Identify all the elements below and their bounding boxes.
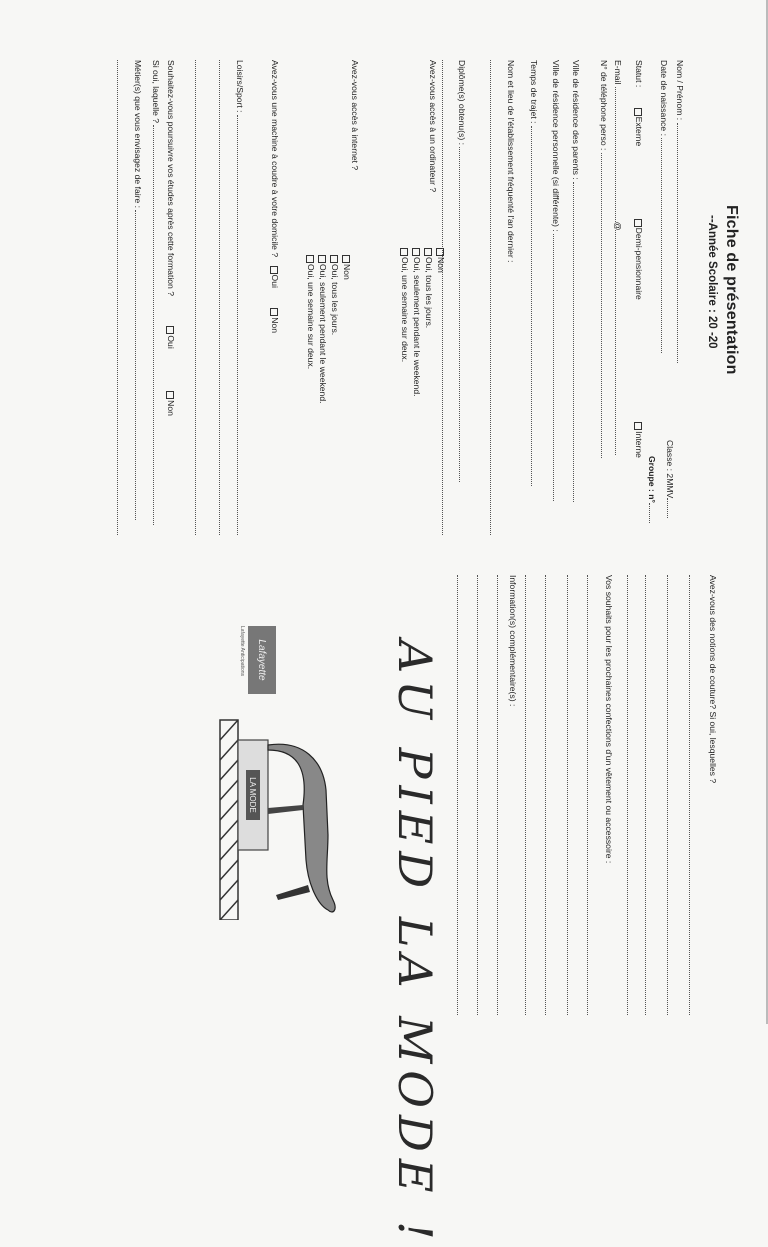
handwritten-slogan: AU PIED LA MODE ! [388,640,442,1247]
internet-option-1: Oui, tous les jours. [329,255,340,335]
internet-checkbox-0[interactable] [342,255,350,263]
school-year-line: --Année Scolaire : 20 -20 [706,215,718,349]
notions-line-3[interactable] [645,575,646,1015]
wishes-line-2[interactable] [567,575,568,1015]
internet-option-0: Non [341,255,352,280]
jobs-field: Métier(s) que vous envisagez de faire : [132,60,144,520]
computer-option-2: Oui, seulement pendant le weekend. [411,248,422,397]
scaffold-icon [220,720,238,920]
group-field: Groupe : n° [646,456,658,523]
computer-question: Avez-vous accès à un ordinateur ? [428,60,438,193]
internet-option-3: Oui, une semaine sur deux. [305,255,316,369]
wishes-question: Vos souhaits pour les prochaines confections d'un vêtement ou accessoire : [604,575,614,864]
computer-checkbox-3[interactable] [400,248,408,256]
notions-line-4[interactable] [627,575,628,1015]
computer-option-0: Non [435,248,446,273]
interne-checkbox[interactable] [634,422,642,430]
store-logo: Lafayette [248,626,276,694]
wishes-line-1[interactable] [587,575,588,1015]
studies-non-checkbox[interactable] [166,391,174,399]
high-heel-shoe-icon [178,710,338,920]
info-question: Information(s) complémentaire(s) : [508,575,518,707]
birthdate-field: Date de naissance : [658,60,670,353]
machine-non-checkbox[interactable] [270,308,278,316]
form-title: Fiche de présentation [723,205,740,375]
sewing-notions-question: Avez-vous des notions de couture? Si oui, lesquelles ? [708,575,718,784]
name-field: Nom / Prénom : [674,60,686,363]
diploma-field: Diplôme(s) obtenu(s) : [456,60,468,482]
machine-oui-checkbox[interactable] [270,266,278,274]
externe-checkbox[interactable] [634,108,642,116]
demi-pensionnaire-checkbox[interactable] [634,219,642,227]
internet-option-2: Oui, seulement pendant le weekend. [317,255,328,404]
notions-line-1[interactable] [689,575,690,1015]
jobs-answer-line[interactable] [117,60,118,535]
studies-question: Souhaitez-vous poursuivre vos études après cette formation ? Oui Non [166,60,176,416]
info-line-1[interactable] [497,575,498,1015]
status-field: Statut : Externe Demi-pensionnaire Interne [634,60,644,458]
diploma-answer-line[interactable] [442,60,443,535]
travel-time-field: Temps de trajet : [528,60,540,486]
wishes-line-3[interactable] [545,575,546,1015]
class-field: Classe : 2MMV [664,440,676,518]
hobbies-answer-line[interactable] [219,60,220,535]
internet-checkbox-3[interactable] [306,255,314,263]
computer-checkbox-2[interactable] [412,248,420,256]
which-studies-field: Si oui, laquelle ? [150,60,162,525]
school-field: Nom et lieu de l'établissement fréquenté l'an dernier : [506,60,516,263]
pedestal-label: LA MODE [248,777,257,813]
internet-checkbox-1[interactable] [330,255,338,263]
store-logo-caption: Lafayette Anticipations [239,626,245,677]
computer-checkbox-1[interactable] [424,248,432,256]
email-field: E-mail @ [612,60,624,455]
parents-city-field: Ville de résidence des parents : [570,60,582,502]
notions-line-2[interactable] [667,575,668,1015]
computer-option-1: Oui, tous les jours. [423,248,434,328]
computer-checkbox-0[interactable] [436,248,444,256]
hobbies-answer-line-2[interactable] [195,60,196,535]
personal-city-field: Ville de résidence personnelle (si différente) : [550,60,562,501]
hobbies-field: Loisirs/Sport : [234,60,246,535]
wishes-line-4[interactable] [525,575,526,1015]
school-answer-line[interactable] [490,60,491,535]
internet-checkbox-2[interactable] [318,255,326,263]
internet-question: Avez-vous accès à internet ? [350,60,360,171]
computer-option-3: Oui, une semaine sur deux. [399,248,410,362]
sewing-machine-question: Avez-vous une machine à coudre à votre domicile ? Oui Non [270,60,280,334]
studies-oui-checkbox[interactable] [166,326,174,334]
phone-field: N° de téléphone perso : [598,60,610,458]
info-line-2[interactable] [477,575,478,1015]
info-line-3[interactable] [457,575,458,1015]
